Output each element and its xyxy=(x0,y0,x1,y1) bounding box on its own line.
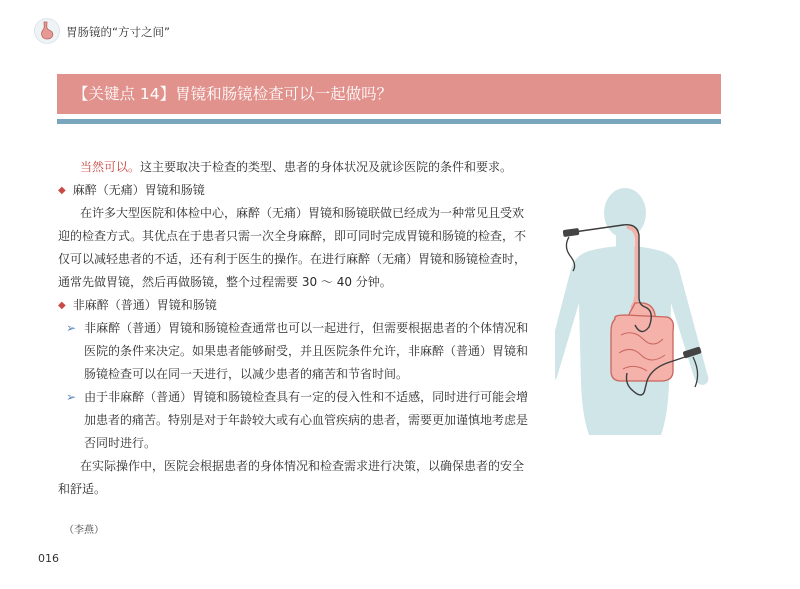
intro-answer: 当然可以。 xyxy=(80,160,141,174)
intro-paragraph xyxy=(80,159,512,175)
diamond-bullet-icon: ◆ xyxy=(58,185,66,196)
bullet-line: 加患者的痛苦。特别是对于年龄较大或有心血管疾病的患者，需要更加谨慎地考虑是 xyxy=(84,413,529,427)
bullet-item xyxy=(66,389,528,405)
arrow-bullet-icon: ➢ xyxy=(66,390,77,404)
paragraph-line: 迎的检查方式。其优点在于患者只需一次全身麻醉，即可同时完成胃镜和肠镜的检查，不 xyxy=(58,229,527,243)
bullet-line: 否同时进行。 xyxy=(84,436,157,450)
bullet-item xyxy=(66,320,528,336)
paragraph-line: 仅可以减轻患者的不适，还有利于医生的操作。在进行麻醉（无痛）胃镜和肠镜检查时， xyxy=(58,252,527,266)
section-heading-anesthesia xyxy=(58,182,205,200)
endoscopy-illustration xyxy=(555,183,730,445)
bullet-line: 医院的条件来决定。如果患者能够耐受，并且医院条件允许，非麻醉（普通）胃镜和 xyxy=(84,344,529,358)
arrow-bullet-icon: ➢ xyxy=(66,321,77,335)
running-header: 胃肠镜的“方寸之间” xyxy=(66,25,170,39)
bullet-line: 非麻醉（普通）胃镜和肠镜检查通常也可以一起进行，但需要根据患者的个体情况和 xyxy=(84,321,529,335)
author-credit: （李燕） xyxy=(64,525,104,536)
intro-text: 这主要取决于检查的类型、患者的身体状况及就诊医院的条件和要求。 xyxy=(140,160,513,174)
conclusion-line: 和舒适。 xyxy=(58,482,107,496)
page-number: 016 xyxy=(38,552,59,565)
section-heading-non-anesthesia xyxy=(58,297,217,315)
diamond-bullet-icon: ◆ xyxy=(58,300,66,311)
paragraph-line: 在许多大型医院和体检中心，麻醉（无痛）胃镜和肠镜联做已经成为一种常见且受欢 xyxy=(80,206,525,220)
paragraph-line: 通常先做胃镜，然后再做肠镜，整个过程需要 30 ～ 40 分钟。 xyxy=(58,275,392,289)
bullet-line: 由于非麻醉（普通）胃镜和肠镜检查具有一定的侵入性和不适感，同时进行可能会增 xyxy=(84,390,529,404)
key-point-title: 【关键点 14】胃镜和肠镜检查可以一起做吗？ xyxy=(73,85,393,103)
section-heading-text: 麻醉（无痛）胃镜和肠镜 xyxy=(72,183,205,197)
section-heading-text: 非麻醉（普通）胃镜和肠镜 xyxy=(72,298,217,312)
bullet-line: 肠镜检查可以在同一天进行，以减少患者的痛苦和节省时间。 xyxy=(84,367,409,381)
conclusion-line: 在实际操作中，医院会根据患者的身体情况和检查需求进行决策，以确保患者的安全 xyxy=(80,459,525,473)
